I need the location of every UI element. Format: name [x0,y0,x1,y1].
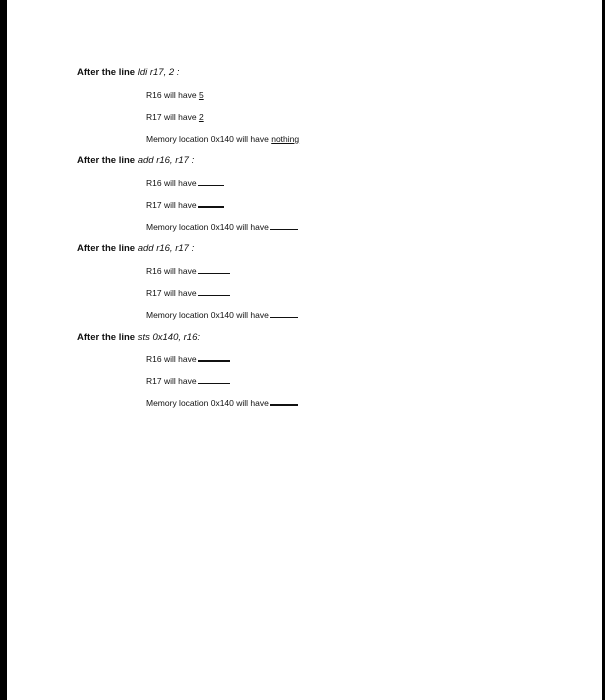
r16-line [146,266,230,277]
r17-line [146,288,230,299]
answer-value: 2 [198,112,204,122]
answer-blank [198,272,230,274]
line-label: R17 will have [146,200,197,210]
heading-instruction: add r16, r17 : [137,155,195,166]
heading-instruction: ldi r17, 2 : [137,67,180,78]
heading-instruction: sts 0x140, r16: [137,332,201,343]
answer-blank [270,403,298,406]
heading-lead: After the line [77,243,136,254]
r16-line [146,354,230,365]
r17-line [146,112,204,123]
r16-line [146,90,204,101]
answer-blank [198,382,230,384]
line-label: R17 will have [146,376,197,386]
answer-blank [198,184,224,186]
answer-blank [198,205,224,208]
document-page [7,0,602,700]
memory-line [146,134,299,145]
line-label: R16 will have [146,90,197,100]
answer-value: 5 [198,90,204,100]
line-label: R16 will have [146,354,197,364]
left-page-border [0,0,7,700]
answer-value: nothing [271,134,300,144]
r16-line [146,178,224,189]
section-heading-ldi [77,67,179,79]
heading-lead: After the line [77,155,136,166]
line-label: Memory location 0x140 will have [146,222,269,232]
line-label: R17 will have [146,288,197,298]
heading-lead: After the line [77,332,136,343]
section-heading-sts [77,332,200,344]
line-label: Memory location 0x140 will have [146,310,269,320]
memory-line [146,222,298,233]
r17-line [146,376,230,387]
memory-line [146,398,298,409]
answer-blank [198,359,230,362]
r17-line [146,200,224,211]
heading-instruction: add r16, r17 : [137,243,195,254]
line-label: R17 will have [146,112,197,122]
heading-lead: After the line [77,67,136,78]
line-label: Memory location 0x140 will have [146,398,269,408]
memory-line [146,310,298,321]
answer-blank [270,228,298,230]
line-label: Memory location 0x140 will have [146,134,269,144]
line-label: R16 will have [146,178,197,188]
section-heading-add-1 [77,155,194,167]
line-label: R16 will have [146,266,197,276]
answer-blank [198,294,230,296]
answer-blank [270,316,298,318]
section-heading-add-2 [77,243,194,255]
